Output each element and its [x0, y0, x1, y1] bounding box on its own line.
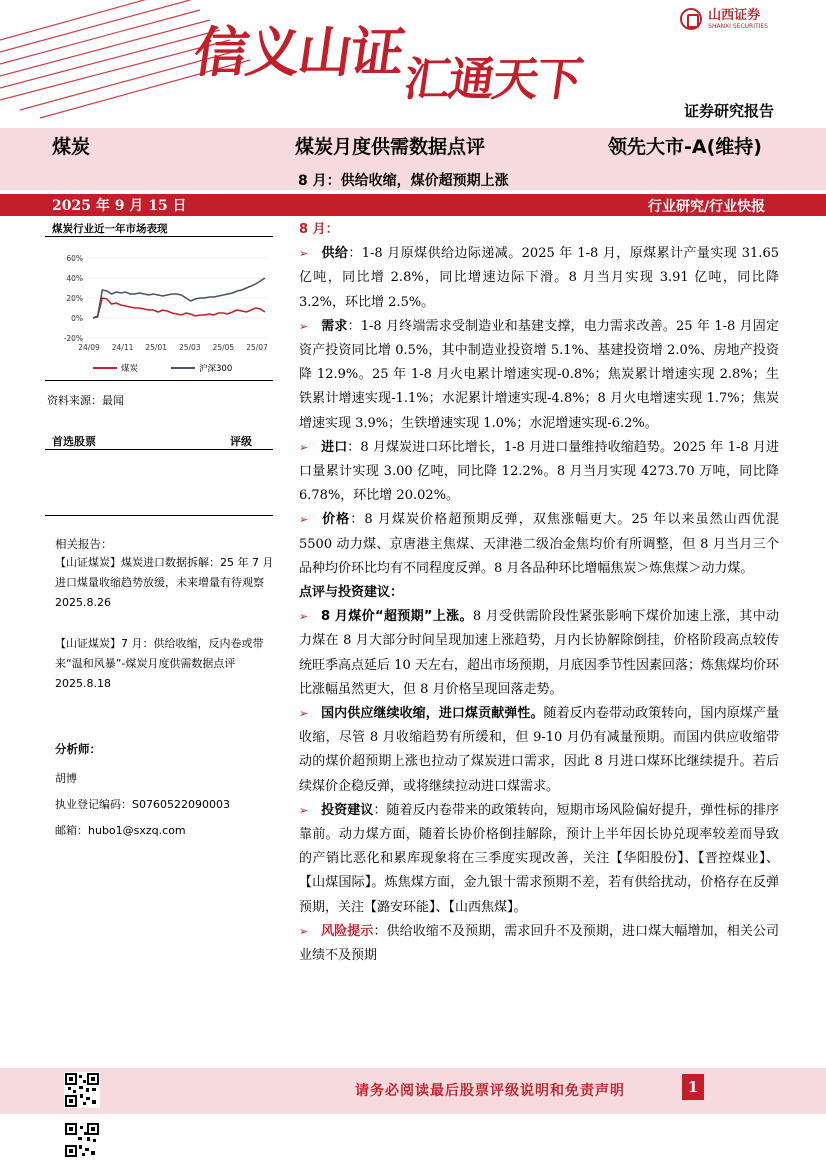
- report-date: 2025 年 9 月 15 日: [52, 198, 187, 214]
- analyst-code: 执业登记编码：S0760522090003: [55, 798, 230, 811]
- main-content: [299, 218, 779, 968]
- arrow-bullet-icon: ➢: [299, 247, 309, 261]
- qr-code-icon: [64, 1072, 100, 1108]
- page-number: 1: [682, 1074, 704, 1100]
- divider: [45, 515, 273, 516]
- report-category: 行业研究/行业快报: [648, 199, 766, 215]
- y-tick-label: -20%: [63, 334, 83, 343]
- x-tick-label: 25/01: [145, 343, 168, 352]
- investment-advice-paragraph: ➢ 投资建议：随着反内卷带来的政策转向，短期市场风险偏好提升，弹性标的排序靠前。动力煤方面，随着长协价格倒挂解除，预计上半年因长协兑现率较差而导致的产销比恶化和累库现象将在三季度实现改善，关注【华阳股份】、【晋控煤业】、【山煤国际】。炼焦煤方面，金九银十需求预期不差，若有供给扰动，价格存在反弹预期，关注【潞安环能】、【山西焦煤】。: [299, 799, 779, 920]
- price-rise-paragraph: ➢ 8 月煤价“超预期”上涨。8 月受供需阶段性紧张影响下煤价加速上涨，其中动力煤在 8 月大部分时间呈现加速上涨趋势，月内长协解除倒挂，价格阶段高点较传统旺季高点延后 10 天左右，超出市场预期，月底因季节性因素回落；炼焦煤均价环比涨幅虽然更大，但 8 月价格呈现回落走势。: [299, 605, 779, 702]
- arrow-bullet-icon: ➢: [299, 319, 309, 333]
- legend-label: 煤炭: [121, 364, 139, 374]
- related-reports-title: 相关报告：: [55, 537, 113, 551]
- price-paragraph: ➢ 价格：8 月煤炭价格超预期反弹，双焦涨幅更大。25 年以来虽然山西优混 5500 动力煤、京唐港主焦煤、天津港二级冶金焦均价有所调整，但 8 月当月三个品种均价环比均有不同程度反弹。8 月各品种环比增幅焦炭＞炼焦煤＞动力煤。: [299, 508, 779, 581]
- import-paragraph: ➢ 进口：8 月煤炭进口环比增长，1-8 月进口量维持收缩趋势。2025 年 1-8 月进口量累计实现 3.00 亿吨，同比降 12.2%。8 月当月实现 4273.70 万吨，同比降 6.78%，环比增 20.02%。: [299, 436, 779, 509]
- market-performance-chart: [45, 250, 273, 378]
- rating-label: 领先大市-A(维持): [608, 136, 762, 158]
- analyst-name: 胡博: [55, 772, 77, 785]
- arrow-bullet-icon: ➢: [299, 803, 309, 817]
- logo-name-en: SHANXI SECURITIES: [708, 22, 768, 30]
- arrow-bullet-icon: ➢: [299, 610, 309, 624]
- related-report-link[interactable]: 【山证煤炭】7 月：供给收缩，反内卷或带来“温和风暴”-煤炭月度供需数据点评 2025.8.18: [55, 637, 264, 690]
- chart-title: 煤炭行业近一年市场表现: [52, 223, 168, 235]
- arrow-bullet-icon: ➢: [299, 924, 309, 938]
- header-banner: [0, 0, 826, 128]
- legend-label: 沪深300: [199, 364, 233, 374]
- chart-source: 资料来源：最闻: [47, 394, 124, 407]
- series-line: [93, 298, 265, 318]
- x-tick-label: 25/05: [212, 343, 235, 352]
- arrow-bullet-icon: ➢: [299, 513, 309, 527]
- stocks-header: 首选股票: [52, 435, 96, 448]
- qr-code-icon: [64, 1122, 100, 1158]
- demand-paragraph: ➢ 需求：1-8 月终端需求受制造业和基建支撑，电力需求改善。25 年 1-8 月固定资产投资同比增 0.5%，其中制造业投资增 5.1%、基建投资增 2.0%、房地产投资降 12.9%。25 年 1-8 月火电累计增速实现-0.8%；焦炭累计增速实现 2.8%；生铁累计增速实现-1.1%；水泥累计增速实现-4.8%；8 月火电增速实现 1.7%；焦炭增速实现 3.9%；生铁增速实现 1.0%；水泥增速实现-6.2%。: [299, 315, 779, 436]
- page-title: 煤炭月度供需数据点评: [295, 136, 486, 158]
- y-tick-label: 40%: [66, 274, 83, 283]
- x-tick-label: 24/09: [78, 343, 100, 352]
- logo-name-cn: 山西证券: [708, 7, 761, 23]
- section-heading: 点评与投资建议：: [299, 585, 404, 601]
- related-report-link[interactable]: 【山证煤炭】煤炭进口数据拆解：25 年 7 月进口煤量收缩趋势放缓，未来增量有待观察 2025.8.26: [55, 556, 274, 609]
- divider: [45, 449, 273, 450]
- logo-emblem-icon: [680, 8, 702, 30]
- analyst-email: 邮箱：hubo1@sxzq.com: [55, 824, 186, 837]
- x-tick-label: 24/11: [111, 343, 134, 352]
- divider: [45, 236, 273, 237]
- y-tick-label: 0%: [71, 314, 83, 323]
- section-heading: 8 月：: [299, 222, 339, 237]
- stocks-rating-header: 评级: [230, 435, 252, 448]
- page-subtitle: 8 月：供给收缩，煤价超预期上涨: [298, 173, 509, 189]
- sector-label: 煤炭: [52, 136, 91, 158]
- divider: [45, 380, 273, 381]
- supply-paragraph: ➢ 供给：1-8 月原煤供给边际递减。2025 年 1-8 月，原煤累计产量实现 31.65 亿吨，同比增 2.8%，同比增速边际下滑。8 月当月实现 3.91 亿吨，同比降 3.2%，环比增 2.5%。: [299, 242, 779, 315]
- x-tick-label: 25/03: [178, 343, 201, 352]
- y-tick-label: 60%: [66, 254, 83, 263]
- risk-paragraph: ➢ 风险提示：供给收缩不及预期，需求回升不及预期，进口煤大幅增加，相关公司业绩不及预期: [299, 920, 779, 968]
- y-tick-label: 20%: [66, 294, 83, 303]
- slogan: 信义山证汇通天下: [190, 20, 585, 106]
- company-logo: [680, 8, 768, 30]
- analyst-title: 分析师：: [55, 742, 101, 756]
- arrow-bullet-icon: ➢: [299, 440, 309, 454]
- x-tick-label: 25/07: [246, 343, 268, 352]
- report-type: 证券研究报告: [683, 102, 774, 120]
- supply-shrink-paragraph: ➢ 国内供应继续收缩，进口煤贡献弹性。随着反内卷带动政策转向，国内原煤产量收缩，尽管 8 月收缩趋势有所缓和，但 9-10 月仍有减量预期。而国内供应收缩带动的煤价超预期上涨也拉动了煤炭进口需求，因此 8 月进口煤环比继续提升。若后续煤价企稳反弹，或将继续拉动进口煤需求。: [299, 702, 779, 799]
- arrow-bullet-icon: ➢: [299, 707, 309, 721]
- disclaimer-notice[interactable]: 请务必阅读最后股票评级说明和免责声明: [355, 1083, 625, 1099]
